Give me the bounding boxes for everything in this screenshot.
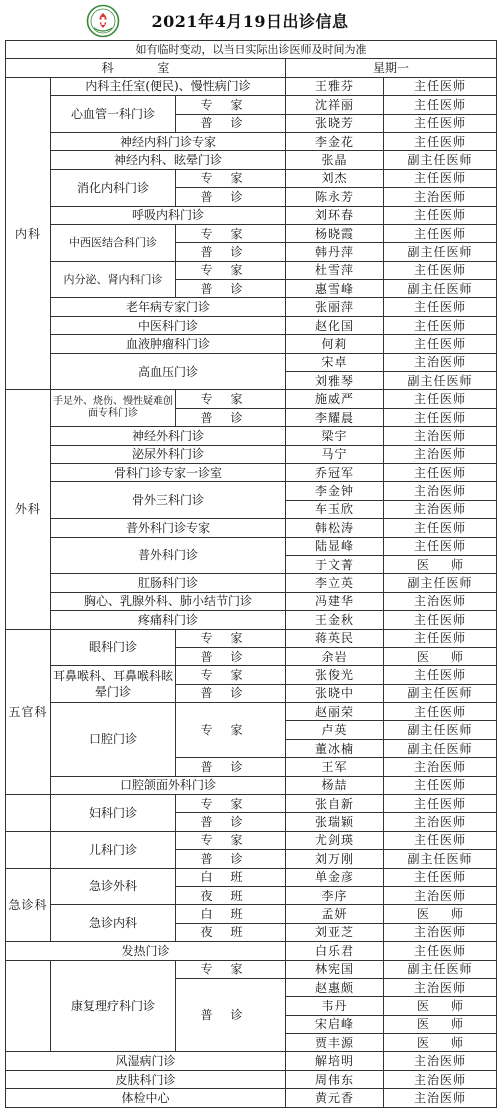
clinic-name: 口腔门诊 [51,703,176,777]
doctor-title: 副主任医师 [384,280,497,298]
doctor-title: 主任医师 [384,868,497,886]
doctor-name: 赵丽荣 [286,703,384,721]
table-row [6,868,497,886]
clinic-name: 耳鼻喉科、耳鼻喉科眩晕门诊 [51,666,176,703]
doctor-name: 蒋英民 [286,629,384,647]
doctor-name: 李立英 [286,574,384,592]
doctor-name: 梁宇 [286,427,384,445]
doctor-name: 贾丰源 [286,1034,384,1052]
doctor-title: 副主任医师 [384,574,497,592]
notice-text: 如有临时变动，以当日实际出诊医师及时间为准 [6,41,497,59]
clinic-name: 康复理疗科门诊 [51,960,176,1052]
doctor-title: 主任医师 [384,666,497,684]
doctor-name: 张俊光 [286,666,384,684]
doctor-name: 陆显峰 [286,537,384,555]
clinic-name: 眼科门诊 [51,629,176,666]
clinic-name: 消化内科门诊 [51,169,176,206]
doctor-title: 主任医师 [384,77,497,95]
doctor-title: 医师 [384,555,497,573]
clinic-name: 发热门诊 [6,942,286,960]
clinic-name: 呼吸内科门诊 [51,206,286,224]
doctor-name: 卢英 [286,721,384,739]
doctor-name: 韦丹 [286,997,384,1015]
doctor-name: 车玉欣 [286,500,384,518]
doctor-name: 单金彦 [286,868,384,886]
table-row [6,132,497,150]
table-row [6,574,497,592]
session-type: 普诊 [176,647,286,665]
table-row [6,795,497,813]
clinic-name: 内分泌、肾内科门诊 [51,261,176,298]
doctor-name: 董冰楠 [286,739,384,757]
doctor-name: 尤剑瑛 [286,831,384,849]
doctor-title: 医师 [384,997,497,1015]
doctor-name: 张晓芳 [286,114,384,132]
doctor-title: 主任医师 [384,703,497,721]
doctor-title: 主治医师 [384,500,497,518]
clinic-name: 血液肿瘤科门诊 [51,335,286,353]
doctor-title: 主治医师 [384,1089,497,1107]
doctor-name: 张瑞颖 [286,813,384,831]
doctor-name: 宋启峰 [286,1015,384,1033]
clinic-name: 神经内科门诊专家 [51,132,286,150]
table-row [6,390,497,408]
table-row [6,96,497,114]
clinic-name: 疼痛科门诊 [51,611,286,629]
doctor-title: 副主任医师 [384,372,497,390]
doctor-title: 主任医师 [384,795,497,813]
doctor-title: 副主任医师 [384,721,497,739]
doctor-name: 白乐君 [286,942,384,960]
doctor-title: 主任医师 [384,776,497,794]
table-row [6,831,497,849]
doctor-title: 主任医师 [384,390,497,408]
clinic-name: 老年病专家门诊 [51,298,286,316]
doctor-name: 陈永芳 [286,188,384,206]
session-type: 专家 [176,795,286,813]
session-type: 普诊 [176,758,286,776]
schedule-table [5,40,497,1108]
doctor-name: 李金花 [286,132,384,150]
table-row [6,353,497,371]
doctor-name: 李耀晨 [286,408,384,426]
doctor-name: 王军 [286,758,384,776]
page-header [0,0,500,40]
doctor-name: 杨晓霞 [286,224,384,242]
doctor-name: 杨喆 [286,776,384,794]
clinic-name: 胸心、乳腺外科、肺小结节门诊 [51,592,286,610]
session-type: 普诊 [176,408,286,426]
doctor-title: 主任医师 [384,224,497,242]
doctor-title: 主任医师 [384,519,497,537]
doctor-name: 赵惠颇 [286,978,384,996]
doctor-name: 刘杰 [286,169,384,187]
category-wuguan: 五官科 [6,629,51,795]
clinic-name: 儿科门诊 [51,831,176,868]
doctor-name: 施威严 [286,390,384,408]
doctor-name: 沈祥丽 [286,96,384,114]
doctor-name: 解培明 [286,1052,384,1070]
clinic-name: 手足外、烧伤、慢性疑难创面专科门诊 [51,390,176,427]
clinic-name: 神经内科、眩晕门诊 [51,151,286,169]
doctor-title: 主任医师 [384,611,497,629]
doctor-name: 王金秋 [286,611,384,629]
doctor-name: 宋卓 [286,353,384,371]
doctor-name: 刘雅琴 [286,372,384,390]
day-header: 星期一 [286,59,497,77]
session-type: 专家 [176,261,286,279]
doctor-title: 主治医师 [384,886,497,904]
table-row [6,224,497,242]
doctor-name: 何莉 [286,335,384,353]
table-row [6,776,497,794]
doctor-title: 主治医师 [384,923,497,941]
clinic-name: 急诊内科 [51,905,176,942]
notice-row [6,41,497,59]
table-row [6,206,497,224]
doctor-name: 刘环春 [286,206,384,224]
doctor-title: 医师 [384,905,497,923]
doctor-title: 副主任医师 [384,850,497,868]
table-row [6,537,497,555]
doctor-name: 冯建华 [286,592,384,610]
table-row [6,445,497,463]
doctor-title: 主治医师 [384,353,497,371]
session-type: 专家 [176,703,286,758]
doctor-name: 余岩 [286,647,384,665]
table-row [6,261,497,279]
doctor-title: 主治医师 [384,813,497,831]
session-type: 普诊 [176,813,286,831]
clinic-name: 骨科门诊专家一诊室 [51,463,286,481]
clinic-name: 骨外三科门诊 [51,482,286,519]
doctor-title: 主治医师 [384,445,497,463]
session-type: 专家 [176,224,286,242]
doctor-name: 惠雪峰 [286,280,384,298]
clinic-name: 神经外科门诊 [51,427,286,445]
session-type: 普诊 [176,114,286,132]
empty-cell [6,831,51,868]
table-row [6,905,497,923]
table-row [6,960,497,978]
table-row [6,463,497,481]
doctor-title: 医师 [384,1034,497,1052]
clinic-name: 口腔颌面外科门诊 [51,776,286,794]
header-row [6,59,497,77]
clinic-name: 泌尿外科门诊 [51,445,286,463]
table-row [6,1070,497,1088]
clinic-name: 皮肤科门诊 [6,1070,286,1088]
session-type: 普诊 [176,188,286,206]
category-neike: 内科 [6,77,51,390]
table-row [6,335,497,353]
empty-cell [6,960,51,1052]
clinic-name: 普外科门诊专家 [51,519,286,537]
doctor-name: 周伟东 [286,1070,384,1088]
session-type: 专家 [176,666,286,684]
doctor-title: 主任医师 [384,537,497,555]
doctor-title: 主任医师 [384,132,497,150]
session-type: 普诊 [176,243,286,261]
doctor-title: 副主任医师 [384,243,497,261]
table-row [6,611,497,629]
doctor-name: 张丽萍 [286,298,384,316]
clinic-name: 内科主任室(便民)、慢性病门诊 [51,77,286,95]
session-type: 白班 [176,905,286,923]
doctor-title: 副主任医师 [384,960,497,978]
doctor-title: 主治医师 [384,188,497,206]
doctor-title: 副主任医师 [384,739,497,757]
session-type: 白班 [176,868,286,886]
doctor-name: 张晓中 [286,684,384,702]
category-waike: 外科 [6,390,51,629]
doctor-title: 医师 [384,647,497,665]
doctor-title: 主治医师 [384,1052,497,1070]
doctor-title: 主任医师 [384,335,497,353]
doctor-title: 主治医师 [384,1070,497,1088]
session-type: 普诊 [176,280,286,298]
clinic-name: 中医科门诊 [51,316,286,334]
doctor-title: 主任医师 [384,463,497,481]
doctor-title: 医师 [384,1015,497,1033]
doctor-title: 主任医师 [384,942,497,960]
doctor-name: 李金钟 [286,482,384,500]
doctor-title: 主治医师 [384,427,497,445]
doctor-title: 主任医师 [384,408,497,426]
doctor-name: 张晶 [286,151,384,169]
table-row [6,169,497,187]
doctor-title: 主治医师 [384,758,497,776]
doctor-name: 黄元香 [286,1089,384,1107]
table-row [6,666,497,684]
table-row [6,427,497,445]
table-row [6,316,497,334]
session-type: 专家 [176,169,286,187]
session-type: 专家 [176,831,286,849]
doctor-title: 主治医师 [384,978,497,996]
doctor-title: 主任医师 [384,629,497,647]
session-type: 普诊 [176,978,286,1052]
doctor-title: 主任医师 [384,316,497,334]
table-row [6,942,497,960]
session-type: 夜班 [176,886,286,904]
table-row [6,592,497,610]
clinic-name: 妇科门诊 [51,795,176,832]
table-row [6,298,497,316]
clinic-name: 普外科门诊 [51,537,286,574]
doctor-name: 韩松涛 [286,519,384,537]
session-type: 专家 [176,390,286,408]
doctor-name: 乔冠军 [286,463,384,481]
doctor-title: 副主任医师 [384,151,497,169]
doctor-name: 杜雪萍 [286,261,384,279]
doctor-name: 刘万刚 [286,850,384,868]
doctor-name: 张自新 [286,795,384,813]
doctor-name: 马宁 [286,445,384,463]
table-row [6,519,497,537]
category-jizhen: 急诊科 [6,868,51,942]
doctor-name: 林宪国 [286,960,384,978]
session-type: 夜班 [176,923,286,941]
session-type: 专家 [176,96,286,114]
clinic-name: 心血管一科门诊 [51,96,176,133]
doctor-title: 主任医师 [384,169,497,187]
doctor-name: 李序 [286,886,384,904]
clinic-name: 中西医结合科门诊 [51,224,176,261]
session-type: 专家 [176,629,286,647]
table-row [6,1089,497,1107]
doctor-title: 主任医师 [384,96,497,114]
clinic-name: 高血压门诊 [51,353,286,390]
table-row [6,482,497,500]
dept-header: 科 室 [6,59,286,77]
empty-cell [6,795,51,832]
table-row [6,703,497,721]
clinic-name: 肛肠科门诊 [51,574,286,592]
doctor-name: 刘亚芝 [286,923,384,941]
table-row [6,77,497,95]
doctor-title: 主任医师 [384,206,497,224]
clinic-name: 体检中心 [6,1089,286,1107]
doctor-title: 主治医师 [384,592,497,610]
table-row [6,629,497,647]
doctor-title: 主任医师 [384,261,497,279]
table-row [6,151,497,169]
doctor-title: 副主任医师 [384,684,497,702]
doctor-title: 主任医师 [384,831,497,849]
doctor-name: 韩丹萍 [286,243,384,261]
table-row [6,1052,497,1070]
clinic-name: 急诊外科 [51,868,176,905]
doctor-name: 孟妍 [286,905,384,923]
doctor-title: 主任医师 [384,298,497,316]
doctor-title: 主任医师 [384,114,497,132]
clinic-name: 风湿病门诊 [6,1052,286,1070]
doctor-name: 王雅芬 [286,77,384,95]
doctor-name: 赵化国 [286,316,384,334]
session-type: 普诊 [176,850,286,868]
page-title: 2021年4月19日出诊信息 [151,12,349,31]
doctor-name: 于文菁 [286,555,384,573]
session-type: 专家 [176,960,286,978]
session-type: 普诊 [176,684,286,702]
doctor-title: 主治医师 [384,482,497,500]
